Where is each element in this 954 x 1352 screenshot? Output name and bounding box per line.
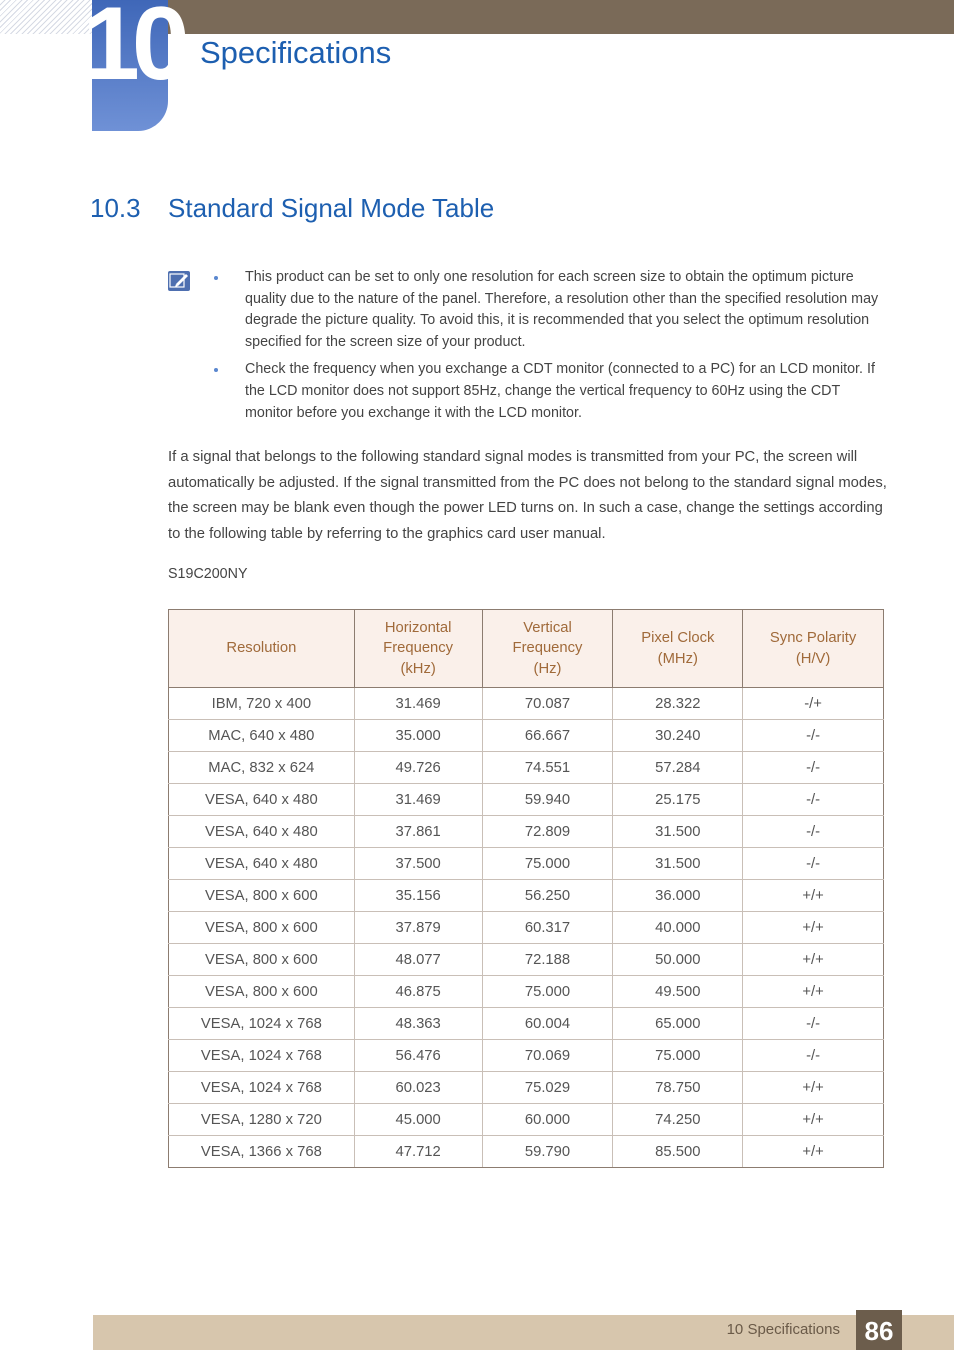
- column-header: [743, 610, 884, 688]
- note-item: This product can be set to only one resolution for each screen size to obtain the optimum picture quality due to the nature of the panel. Therefore, a resolution other than the specified resolution may degrade the picture quality. To avoid this, it is recommended that you select the optimum resolution specified for the screen size of your product.: [212, 267, 888, 353]
- table-cell: 37.879: [354, 912, 482, 944]
- table-row: [169, 1008, 884, 1040]
- table-cell: 60.023: [354, 1072, 482, 1104]
- table-cell: 57.284: [613, 752, 743, 784]
- column-header: [482, 610, 613, 688]
- table-cell: -/-: [743, 1008, 884, 1040]
- table-cell: VESA, 640 x 480: [169, 784, 355, 816]
- column-header-line: (H/V): [795, 650, 831, 667]
- table-cell: 60.000: [482, 1104, 613, 1136]
- table-cell: 49.500: [613, 976, 743, 1008]
- table-cell: 75.029: [482, 1072, 613, 1104]
- intro-paragraph: If a signal that belongs to the following standard signal modes is transmitted from your PC, the screen will automatically be adjusted. If the signal transmitted from the PC does not belong to the standard signal modes, the screen may be blank even though the power LED turns on. In such a case, change the settings according to the following table by referring to the graphics card user manual.: [168, 449, 887, 543]
- table-cell: 85.500: [613, 1136, 743, 1168]
- column-header-line: (kHz): [400, 660, 436, 677]
- note-pencil-icon: [168, 271, 190, 291]
- table-cell: 30.240: [613, 720, 743, 752]
- footer-chapter-label: 10 Specifications: [726, 1321, 840, 1338]
- table-cell: -/+: [743, 688, 884, 720]
- decorative-hatch: [0, 0, 92, 34]
- table-cell: MAC, 640 x 480: [169, 720, 355, 752]
- column-header-line: Horizontal: [384, 619, 452, 636]
- table-cell: 31.500: [613, 848, 743, 880]
- table-cell: -/-: [743, 816, 884, 848]
- table-cell: VESA, 640 x 480: [169, 848, 355, 880]
- column-header-line: Frequency: [512, 640, 583, 657]
- table-cell: 46.875: [354, 976, 482, 1008]
- table-cell: +/+: [743, 1136, 884, 1168]
- table-cell: -/-: [743, 752, 884, 784]
- table-row: [169, 720, 884, 752]
- table-row: [169, 880, 884, 912]
- table-cell: VESA, 640 x 480: [169, 816, 355, 848]
- model-name: S19C200NY: [168, 566, 248, 582]
- table-cell: +/+: [743, 976, 884, 1008]
- table-cell: VESA, 1024 x 768: [169, 1040, 355, 1072]
- table-row: [169, 1104, 884, 1136]
- table-cell: 75.000: [482, 976, 613, 1008]
- table-cell: 31.500: [613, 816, 743, 848]
- table-cell: 28.322: [613, 688, 743, 720]
- table-cell: 56.250: [482, 880, 613, 912]
- table-cell: 31.469: [354, 784, 482, 816]
- table-cell: -/-: [743, 848, 884, 880]
- table-body: [169, 688, 884, 1168]
- column-header: [613, 610, 743, 688]
- header-bar: [168, 0, 954, 34]
- table-row: [169, 976, 884, 1008]
- table-cell: 35.156: [354, 880, 482, 912]
- table-cell: 47.712: [354, 1136, 482, 1168]
- column-header-line: (MHz): [657, 650, 698, 667]
- chapter-number: 10: [82, 0, 182, 102]
- table-cell: 35.000: [354, 720, 482, 752]
- table-cell: 70.087: [482, 688, 613, 720]
- table-cell: 60.317: [482, 912, 613, 944]
- table-cell: -/-: [743, 784, 884, 816]
- table-cell: VESA, 800 x 600: [169, 880, 355, 912]
- table-cell: 56.476: [354, 1040, 482, 1072]
- chapter-title: Specifications: [200, 35, 392, 70]
- table-cell: VESA, 1280 x 720: [169, 1104, 355, 1136]
- table-cell: VESA, 800 x 600: [169, 976, 355, 1008]
- column-header-line: Frequency: [383, 640, 454, 657]
- table-cell: 65.000: [613, 1008, 743, 1040]
- table-cell: 37.861: [354, 816, 482, 848]
- table-cell: +/+: [743, 1072, 884, 1104]
- page-number: 86: [856, 1310, 902, 1350]
- table-row: [169, 784, 884, 816]
- chapter-number-block: [82, 0, 182, 131]
- table-cell: 50.000: [613, 944, 743, 976]
- column-header-line: Pixel Clock: [641, 630, 715, 646]
- signal-mode-table: [168, 609, 884, 1168]
- table-cell: VESA, 800 x 600: [169, 944, 355, 976]
- table-row: [169, 1040, 884, 1072]
- table-cell: -/-: [743, 1040, 884, 1072]
- table-cell: 74.250: [613, 1104, 743, 1136]
- table-cell: 72.188: [482, 944, 613, 976]
- note-list: [212, 267, 888, 430]
- table-cell: VESA, 1024 x 768: [169, 1072, 355, 1104]
- table-cell: +/+: [743, 1104, 884, 1136]
- table-header-row: [169, 610, 884, 688]
- section-number: 10.3: [90, 193, 141, 223]
- table-cell: 59.940: [482, 784, 613, 816]
- table-row: [169, 1072, 884, 1104]
- table-cell: 25.175: [613, 784, 743, 816]
- table-cell: 75.000: [613, 1040, 743, 1072]
- table-row: [169, 1136, 884, 1168]
- table-cell: 74.551: [482, 752, 613, 784]
- note-item: Check the frequency when you exchange a CDT monitor (connected to a PC) for an LCD monitor. If the LCD monitor does not support 85Hz, change the vertical frequency to 60Hz using the CDT monitor before you exchange it with the LCD monitor.: [212, 359, 888, 424]
- table-cell: 78.750: [613, 1072, 743, 1104]
- column-header: [169, 610, 355, 688]
- table-cell: 49.726: [354, 752, 482, 784]
- table-cell: 40.000: [613, 912, 743, 944]
- table-cell: 60.004: [482, 1008, 613, 1040]
- column-header-line: Sync Polarity: [769, 630, 857, 646]
- column-header: [354, 610, 482, 688]
- table-row: [169, 688, 884, 720]
- table-row: [169, 816, 884, 848]
- table-cell: VESA, 1024 x 768: [169, 1008, 355, 1040]
- table-cell: IBM, 720 x 400: [169, 688, 355, 720]
- table-cell: 31.469: [354, 688, 482, 720]
- section-title: Standard Signal Mode Table: [168, 193, 495, 223]
- table-cell: 66.667: [482, 720, 613, 752]
- table-cell: +/+: [743, 944, 884, 976]
- column-header-line: (Hz): [533, 660, 562, 677]
- table-cell: 48.077: [354, 944, 482, 976]
- table-cell: 36.000: [613, 880, 743, 912]
- table-row: [169, 752, 884, 784]
- table-cell: VESA, 800 x 600: [169, 912, 355, 944]
- table-row: [169, 912, 884, 944]
- table-cell: 72.809: [482, 816, 613, 848]
- section-heading: [90, 193, 494, 224]
- table-cell: 37.500: [354, 848, 482, 880]
- table-cell: MAC, 832 x 624: [169, 752, 355, 784]
- table-cell: +/+: [743, 880, 884, 912]
- column-header-line: Resolution: [226, 640, 297, 657]
- table-cell: 45.000: [354, 1104, 482, 1136]
- table-row: [169, 848, 884, 880]
- column-header-line: Vertical: [523, 619, 572, 636]
- table-cell: 70.069: [482, 1040, 613, 1072]
- table-cell: 48.363: [354, 1008, 482, 1040]
- table-cell: 75.000: [482, 848, 613, 880]
- table-row: [169, 944, 884, 976]
- table-cell: -/-: [743, 720, 884, 752]
- table-cell: VESA, 1366 x 768: [169, 1136, 355, 1168]
- table-cell: +/+: [743, 912, 884, 944]
- table-cell: 59.790: [482, 1136, 613, 1168]
